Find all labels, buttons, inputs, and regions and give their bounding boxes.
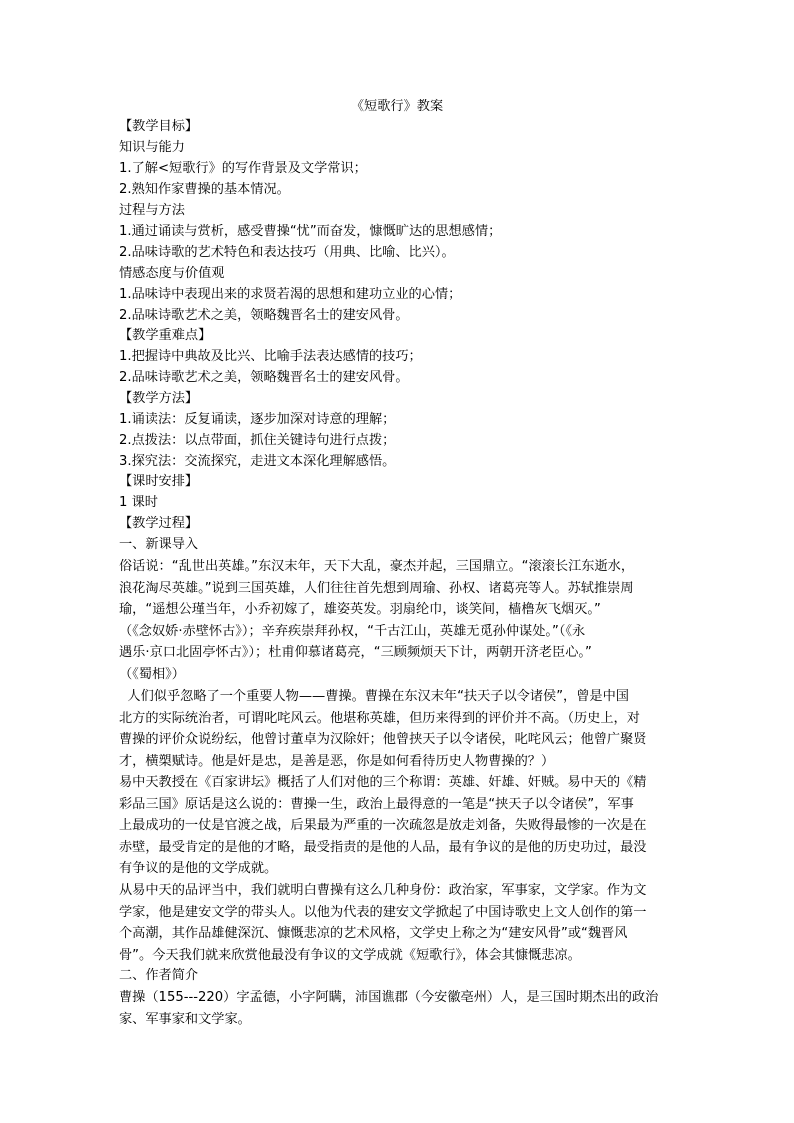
section-heading-schedule: 【课时安排】 — [119, 474, 199, 489]
paragraph-line: 彩品三国》原话是这么说的：曹操一生，政治上最得意的一笔是“挟天子以令诸侯”，军事 — [119, 796, 634, 812]
paragraph-line: 上最成功的一仗是官渡之战，后果最为严重的一次疏忽是放走刘备，失败得最惨的一次是在 — [119, 818, 647, 834]
goal-item: 2.熟知作家曹操的基本情况。 — [119, 182, 290, 197]
section-heading-methods: 【教学方法】 — [119, 391, 199, 406]
paragraph-line: 骨”。今天我们就来欣赏他最没有争议的文学成就《短歌行》，体会其慷慨悲凉。 — [119, 947, 581, 963]
goal-item: 1.了解<短歌行》的写作背景及文学常识； — [119, 161, 367, 176]
schedule-item: 1 课时 — [119, 495, 158, 510]
paragraph-line: 瑜，“遥想公瑾当年，小乔初嫁了，雄姿英发。羽扇纶巾，谈笑间，樯橹灰飞烟灭。” — [119, 602, 601, 618]
goal-item: 2.品味诗歌艺术之美，领略魏晋名士的建安风骨。 — [119, 308, 409, 323]
document-title: 《短歌行》教案 — [350, 99, 444, 114]
paragraph-line: 遇乐·京口北固亭怀古》）；杜甫仰慕诸葛亮，“三顾频烦天下计，两朝开济老臣心。” — [119, 645, 592, 661]
section-heading-process: 【教学过程】 — [119, 516, 199, 531]
section-heading-key-points: 【教学重难点】 — [119, 328, 212, 343]
paragraph-line: 易中天教授在《百家讲坛》概括了人们对他的三个称谓：英雄、奸雄、奸贼。易中天的《精 — [119, 775, 647, 790]
subheading-author: 二、作者简介 — [119, 968, 199, 983]
paragraph-line: 家、军事家和文学家。 — [119, 1011, 251, 1027]
subheading-emotion: 情感态度与价值观 — [119, 266, 225, 281]
paragraph-line: 从易中天的品评当中，我们就明白曹操有这么几种身份：政治家，军事家，文学家。作为文 — [119, 883, 647, 898]
paragraph-line: 个高潮，其作品雄健深沉、慷慨悲凉的艺术风格，文学史上称之为“建安风骨”或“魏晋风 — [119, 926, 628, 942]
paragraph-line: 赤壁，最受肯定的是他的才略，最受指责的是他的人品，最有争议的是他的历史功过，最没 — [119, 839, 647, 855]
key-point-item: 2.品味诗歌艺术之美，领略魏晋名士的建安风骨。 — [119, 370, 409, 385]
author-paragraph — [119, 987, 675, 1030]
paragraph-line: 浪花淘尽英雄。”说到三国英雄，人们往往首先想到周瑜、孙权、诸葛亮等人。苏轼推崇周 — [119, 580, 634, 596]
paragraph-line: 才，横槊赋诗。他是奸是忠，是善是恶，你是如何看待历史人物曹操的？） — [119, 753, 555, 769]
identity-paragraph — [119, 880, 675, 966]
method-item: 2.点拨法：以点带面，抓住关键诗句进行点拨； — [119, 433, 396, 448]
paragraph-line: 北方的实际统治者，可谓叱咤风云。他堪称英雄，但历来得到的评价并不高。（历史上，对 — [119, 710, 640, 726]
paragraph-line: （《念奴娇·赤壁怀古》）；辛弃疾崇拜孙权，“千古江山，英雄无觅孙仲谋处。”（《永 — [119, 623, 586, 639]
paragraph-line: 俗话说：“乱世出英雄。”东汉末年，天下大乱，豪杰并起，三国鼎立。“滚滚长江东逝水， — [119, 559, 635, 574]
goal-item: 2.品味诗歌的艺术特色和表达技巧（用典、比喻、比兴）。 — [119, 245, 455, 260]
subheading-knowledge: 知识与能力 — [119, 140, 185, 155]
goal-item: 1.通过诵读与赏析，感受曹操“忧”而奋发，慷慨旷达的思想感情； — [119, 224, 502, 239]
paragraph-line: 有争议的是他的文学成就。 — [119, 861, 278, 877]
paragraph-line: （《蜀相》） — [119, 666, 185, 682]
yizhongtian-paragraph — [119, 772, 675, 880]
paragraph-line: 曹操的评价众说纷纭，他曾讨董卓为汉除奸；他曾挟天子以令诸侯，叱咤风云；他曾广聚贤 — [119, 732, 647, 748]
section-heading-goals: 【教学目标】 — [119, 119, 199, 134]
paragraph-line: 人们似乎忽略了一个重要人物——曹操。曹操在东汉末年“扶天子以令诸侯”，曾是中国 — [119, 689, 629, 704]
subheading-intro: 一、新课导入 — [119, 537, 199, 552]
goal-item: 1.品味诗中表现出来的求贤若渴的思想和建功立业的心情； — [119, 287, 462, 302]
method-item: 1.诵读法：反复诵读，逐步加深对诗意的理解； — [119, 412, 396, 427]
subheading-process: 过程与方法 — [119, 203, 185, 218]
key-point-item: 1.把握诗中典故及比兴、比喻手法表达感情的技巧； — [119, 349, 422, 364]
paragraph-line: 曹操（155---220）字孟德，小字阿瞒，沛国谯郡（今安徽亳州）人，是三国时期杰出的政治 — [119, 990, 659, 1005]
paragraph-line: 学家，他是建安文学的带头人。以他为代表的建安文学掀起了中国诗歌史上文人创作的第一 — [119, 904, 647, 920]
caocao-paragraph — [119, 686, 675, 772]
intro-paragraph — [119, 556, 675, 686]
method-item: 3.探究法：交流探究，走进文本深化理解感悟。 — [119, 454, 396, 469]
